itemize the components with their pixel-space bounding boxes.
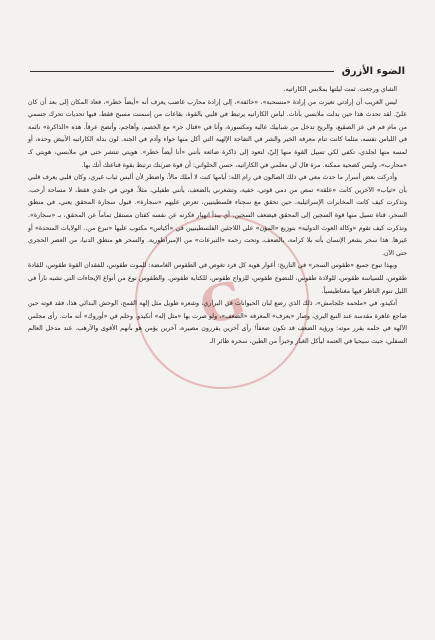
header-rule: [30, 71, 334, 72]
paragraph: أتكيدو، في «ملحمة جلجامش»، ذلك الذي رضع لبان الحيوانات في البراري، وشعره طويل مثل إلهة القمح، الوحش البدائي هذا، فقد قوته حين ضاجع عاهرة مقدسة عند النبع البري، وصار «يعرف» المعرفة «الضعف»، ولو صرت بها «مثل إله» أنكيدو. وحلم في «أوروك» أنه مات. رأى مجلس الآلهة في حلمه يقرر موته: ورؤية الضعف قد تكون ضعفاً! رأى آخرين يقررون مصيره، آخرين يؤمن هو بأنهم الأقوى والأرهب. عند مدخل العالم السفلي، حيث سيحيا في العتمة ليأكل الغبار وخبزاً من الطين، سحره طائر الـ: [28, 300, 407, 345]
page-header: [30, 62, 405, 80]
paragraph: وأدركت بعض أسرار ما حدث معي في ذلك الصالون في رام الله: أيامها كنت لا أملك مالاً، واضطر لأن ألبس ثياب غيري، وكان قلبي يعرف قلبي بأن «ثياب» الآخرين كانت «علقة» تمص من دمي قوتي، خفية، وتشعرني بالضعف، بأنني طفيلي، مثلاً. قوتي في جلدي فقط، لا مساحة أرحب. وتذكرت كيف كانت المخابرات الإسرائيلية، حين تحقق مع سجناء فلسطينيين، تعرض عليهم «سجارة». قبول سجارة المحقق يعني، في منطق السحر، قناة تسيل منها قوة السجين إلى المحقق فيضعف السجين، أي يبدأ انهيار فكرته عن نفسه كفتان مستقل تماماً عن المحقق، بـ «سجارة». وتذكرت كيف تقوم «وكالة الغوث الدولية» بتوزيع «المؤن» على اللاجئين الفلسطينيين في «أكياس» مكتوب عليها «تبرع من.. الولايات المتحدة» أو غيرها. هذا سحر يشعر الإنسان بأنه بلا كرامة، بالضعف، وتحت رحمة «التبرعات» من الإمبراطورية. والسحر هو منطق الدنيا، من العصر الحجري حتى الآن.: [28, 174, 407, 257]
running-title: الضوء الأزرق: [341, 65, 405, 77]
body-text: [28, 84, 407, 348]
paragraph: ليس الغريب أن إرادتي تغيرت من إرادة «منسحبة»، «خائفة»، إلى إرادة محارب غاضب يعرف أنه «أيضاً خطر»، فعاد المكان إلى بعد أن كان عليّ. لقد تحدث هذا حين بدلت ملابسي بأنات. لباس الكاراتيه يرتبط في قلبي بالقوة، بقاعات من إسمنت مسبح فقط، فيها تحديات تحرك جسمي من مام فم في عز الصقيع، والريح تدخل من شبابيك عالية ومكسورة، وأنا في «قتال حر» مع الخصم، وأهاجم، وأتضح عرقاً. هذه «الذاكرة» نائمة في اللباس نفسه، مثلما كانت تنام معرفة الخير والشر في التفاحة الإلهية التي أكل منها حواء وآدم في الجنة. لون بدلة الكاراتيه الأبيض وحده، أو لمسة منها لجلدي، تكفي لكي تسيل القوة منها إليّ، لتعود إلى ذاكرة ضائعة بأنني «أنا أيضاً خطر». هويتي تنتشر حتى في ملابسي، هويتي كـ «محارب»، وليس كضحية ممكنة. مرة قال لي معلمي في الكاراتيه، حسن الحلواني: أن قوة ضربتك ترتبط بقوة قناعتك أنك بها.: [28, 98, 407, 169]
paragraph: الشاي ورجعت. ثمت ليلتها بملابس الكاراتيه.: [283, 86, 397, 93]
paragraph: وبهذا تبوح جميع «طقوس السحر» في التاريخ: أغوار هوية كل فرد تغوص في الطقوس الغامضة: للموت طقوس، للفقدان القوة طقوس، للقادة طقوس، للسياسة طقوس، للولادة طقوس، للنضوج طقوس، للزواج طقوس، للكتابة طقوس. والطقوس نوع من أنواع الإيحاءات التي تشبه ناراً في الليل تنوم الناظر فيها مغناطيسياً.: [28, 262, 407, 295]
watermark-letter: G: [192, 267, 252, 337]
